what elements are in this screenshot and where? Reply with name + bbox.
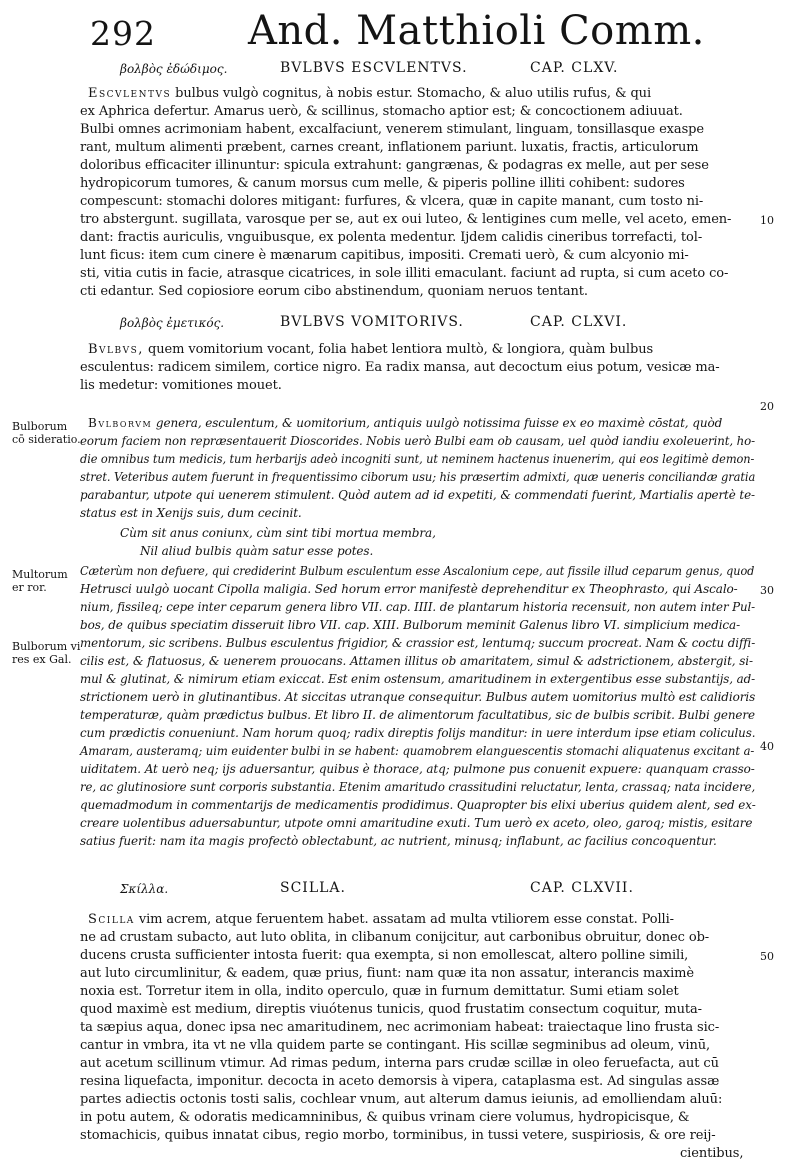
- lead-word: Scilla: [88, 912, 135, 927]
- text-line: Hetrusci uulgò uocant Cipolla maligia. Sed horum error manifestè deprehenditur ex Theophrasto, qui Ascalo-: [80, 582, 738, 596]
- text-line: parabantur, utpote qui uenerem stimulent. Quòd autem ad id expetiti, & commendati fuerint, Martialis apertè te-: [80, 488, 755, 502]
- page-header: [90, 8, 710, 58]
- text-line: esculentus: radicem similem, cortice nigro. Ea radix mansa, aut decoctum eius potum, vesicæ ma-: [80, 360, 720, 375]
- catchword: cientibus,: [680, 1146, 744, 1161]
- chapter-number: CAP. CLXV.: [530, 60, 619, 76]
- text-line: quod maximè est medium, direptis viuótenus tunicis, quod frustatim consectum coquitur, muta-: [80, 1002, 702, 1017]
- lead-word: Escvlentvs: [88, 86, 172, 101]
- text-line: rant, multum alimenti præbent, carnes creant, inflationem pariunt. luxatis, fractis, articulorum: [80, 140, 699, 155]
- verse-line: Nil aliud bulbis quàm satur esse potes.: [140, 544, 374, 558]
- text-line: compescunt: stomachi dolores mitigant: furfures, & vlcera, quæ in capite manant, cum tosto ni-: [80, 194, 704, 209]
- margin-note: Bulborum vi res ex Gal.: [12, 640, 81, 666]
- lead-word: Bvlborvm: [88, 416, 153, 430]
- chapter-greek-title: βολβὸς ἐδώδιμος.: [120, 62, 228, 76]
- margin-note: Bulborum cō sideratio.: [12, 420, 81, 446]
- running-head: And. Matthioli Comm.: [248, 8, 705, 54]
- text-line: nium, fissileq; cepe inter ceparum genera libro VII. cap. IIII. de plantarum historia recensuit, non autem inter Pul-: [80, 600, 756, 614]
- text-line: noxia est. Torretur item in olla, indito operculo, quæ in furnum demittatur. Sumi etiam solet: [80, 984, 679, 999]
- text-line: mul & glutinat, & nimirum etiam exiccat. Est enim ostensum, amaritudinem in extergentibus esse substantijs, ad-: [80, 672, 756, 686]
- text-line: satius fuerit: nam ita magis profectò oblectabunt, ac nutrient, minusq; inflabunt, ac facilius concoquentur.: [80, 834, 717, 848]
- text-line: quemadmodum in commentarijs de medicamentis prodidimus. Quapropter bis elixi uberius quidem alent, sed ex-: [80, 798, 756, 812]
- text-line: hydropicorum tumores, & canum morsus cum melle, & piperis polline illiti cohibent: sudores: [80, 176, 685, 191]
- text-line: Bvlbvs, quem vomitorium vocant, folia habet lentiora multò, & longiora, quàm bulbus: [88, 342, 654, 357]
- line-number: 40: [760, 740, 774, 753]
- text-line: cilis est, & flatuosus, & uenerem prouocans. Attamen illitus ob amaritatem, simul & adstrictionem, abstergit, si-: [80, 654, 753, 668]
- text-line: die omnibus tum medicis, tum herbarijs adeò incogniti sunt, ut neminem hactenus inuenerim, qui eos legitimè demon-: [80, 452, 755, 466]
- text-line: creare uolentibus aduersabuntur, utpote omni amaritudine exuti. Tum uerò ex aceto, oleo, garoq; mistis, esitare: [80, 816, 753, 830]
- text-line: Bulbi omnes acrimoniam habent, excalfaciunt, venerem stimulant, linguam, tonsillasque exaspe: [80, 122, 704, 137]
- text-line: Bvlborvm genera, esculentum, & uomitorium, antiquis uulgò notissima fuisse ex eo maximè cōstat, quòd: [88, 416, 723, 430]
- chapter-heading: [120, 314, 680, 336]
- text-line: lunt ficus: item cum cinere è mænarum capitibus, impositi. Cremati uerò, & cum alcyonio mi-: [80, 248, 689, 263]
- text-line: status est in Xenijs suis, dum cecinit.: [80, 506, 302, 520]
- chapter-title: BVLBVS ESCVLENTVS.: [280, 60, 468, 76]
- text-line: partes adiectis octonis tosti salis, cochlear vnum, aut alterum damus ieiunis, ad emolliendam aluū:: [80, 1092, 723, 1107]
- lead-word: Bvlbvs,: [88, 342, 144, 357]
- text-line: temperaturæ, quàm prædictus bulbus. Et libro II. de alimentorum facultatibus, sic de bulbis scribit. Bulbi genere: [80, 708, 755, 722]
- text-line: ne ad crustam subacto, aut luto oblita, in clibanum conijcitur, aut carbonibus obruitur, donec ob-: [80, 930, 710, 945]
- text-line: doloribus efficaciter illinuntur: spicula extrahunt: gangrænas, & podagras ex melle, aut per sese: [80, 158, 709, 173]
- text-line: tro abstergunt. sugillata, varosque per se, aut ex oui luteo, & lentigines cum melle, vel aceto, emen-: [80, 212, 732, 227]
- text-line: cti edantur. Sed copiosiore eorum cibo abstinendum, quoniam neruos tentant.: [80, 284, 588, 299]
- text-line: strictionem uerò in glutinantibus. At siccitas utranque consequitur. Bulbus autem uomitorius multò est calidioris: [80, 690, 756, 704]
- text-line: sti, vitia cutis in facie, atrasque cicatrices, in sole illiti emaculant. faciunt ad rupta, si cum aceto co-: [80, 266, 729, 281]
- text-line: cum prædictis conueniunt. Nam horum quoq; radix direptis folijs manditur: in uere interdum ipse etiam coliculus.: [80, 726, 756, 740]
- line-number: 30: [760, 584, 774, 597]
- text-line: re, ac glutinosiore sunt corporis substantia. Etenim amaritudo crassitudini reluctatur, lenta, crassaq; nata incidere,: [80, 780, 756, 794]
- text-line: cantur in vmbra, ita vt ne vlla quidem parte se contingant. His scillæ segminibus ad oleum, vinū,: [80, 1038, 711, 1053]
- line-number: 10: [760, 214, 774, 227]
- text-line: Scilla vim acrem, atque feruentem habet. assatam ad multa vtiliorem esse constat. Polli-: [88, 912, 674, 927]
- text-line: uiditatem. At uerò neq; ijs aduersantur, quibus è thorace, atq; pulmone pus conuenit expuere: quanquam crasso-: [80, 762, 755, 776]
- text-line: bos, de quibus speciatim disseruit libro VII. cap. XIII. Bulborum meminit Galenus libro VI. simplicium medica-: [80, 618, 741, 632]
- chapter-title: SCILLA.: [280, 880, 346, 896]
- text-line: dant: fractis auriculis, vnguibusque, ex polenta medentur. Ijdem calidis cineribus torrefacti, tol-: [80, 230, 703, 245]
- text-line: eorum faciem non repræsentauerit Dioscorides. Nobis uerò Bulbi eam ob causam, uel quòd iandiu exoleuerint, ho-: [80, 434, 755, 448]
- text-line: Cæterùm non defuere, qui crediderint Bulbum esculentum esse Ascalonium cepe, aut fissile illud ceparum genus, quod: [80, 564, 755, 578]
- text-line: ex Aphrica defertur. Amarus uerò, & scillinus, stomacho aptior est; & concoctionem adiuuat.: [80, 104, 683, 119]
- chapter-title: BVLBVS VOMITORIVS.: [280, 314, 464, 330]
- margin-note: Multorum er ror.: [12, 568, 68, 594]
- text-line: mentorum, sic scribens. Bulbus esculentus frigidior, & crassior est, lentumq; succum procreat. Nam & coctu diffi-: [80, 636, 756, 650]
- chapter-heading: [120, 60, 680, 82]
- page-number: 292: [90, 14, 156, 53]
- chapter-number: CAP. CLXVII.: [530, 880, 634, 896]
- text-line: ducens crusta sufficienter intosta fuerit: qua exempta, si non emollescat, altero polline simili,: [80, 948, 689, 963]
- text-line: resina liquefacta, imponitur. decocta in aceto demorsis à vipera, cataplasma est. Ad singulas assæ: [80, 1074, 720, 1089]
- line-number: 20: [760, 400, 774, 413]
- text-line: aut acetum scillinum vtimur. Ad rimas pedum, interna pars crudæ scillæ in oleo feruefacta, aut cū: [80, 1056, 719, 1071]
- chapter-greek-title: Σκίλλα.: [120, 882, 169, 896]
- text-line: Escvlentvs bulbus vulgò cognitus, à nobis estur. Stomacho, & aluo utilis rufus, & qui: [88, 86, 652, 101]
- chapter-heading: [120, 880, 680, 902]
- chapter-greek-title: βολβὸς ἐμετικός.: [120, 316, 225, 330]
- chapter-number: CAP. CLXVI.: [530, 314, 628, 330]
- text-line: stret. Veteribus autem fuerunt in frequentissimo ciborum usu; his præsertim admixti, quæ ueneris conciliandæ gratia: [80, 470, 756, 484]
- text-line: aut luto circumlinitur, & eadem, quæ prius, fiunt: nam quæ ita non assatur, interancis maximè: [80, 966, 694, 981]
- text-line: ta sæpius aqua, donec ipsa nec amaritudinem, nec acrimoniam habeat: traiectaque lino frusta sic-: [80, 1020, 720, 1035]
- line-number: 50: [760, 950, 774, 963]
- text-line: in potu autem, & odoratis medicamninibus, & quibus vrinam ciere volumus, hydropicisque, &: [80, 1110, 690, 1125]
- text-line: lis medetur: vomitiones mouet.: [80, 378, 282, 393]
- text-line: stomachicis, quibus innatat cibus, regio morbo, torminibus, in tussi vetere, suspiriosis, & ore reij-: [80, 1128, 716, 1143]
- verse-line: Cùm sit anus coniunx, cùm sint tibi mortua membra,: [120, 526, 436, 540]
- text-line: Amaram, austeramq; uim euidenter bulbi in se habent: quamobrem elanguescentis stomachi aliquatenus excitant a-: [80, 744, 755, 758]
